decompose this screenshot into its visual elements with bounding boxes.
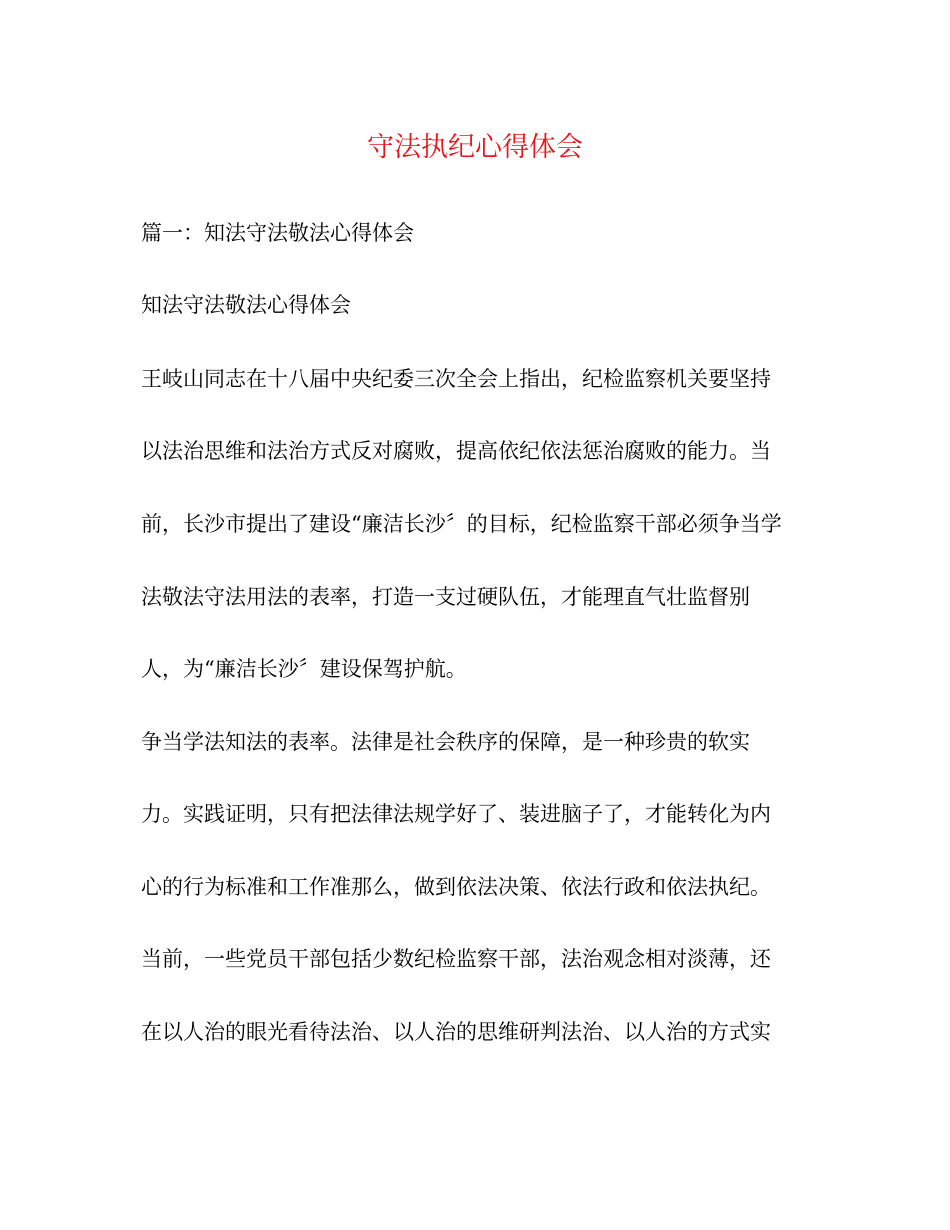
body-line: 法敬法守法用法的表率，打造一支过硬队伍，才能理直气壮监督别 [141, 585, 750, 609]
body-line: 人，为“廉洁长沙〞建设保驾护航。 [141, 657, 467, 681]
body-line: 在以人治的眼光看待法治、以人治的思维研判法治、以人治的方式实 [141, 1020, 771, 1044]
section-heading: 篇一：知法守法敬法心得体会 [141, 221, 414, 245]
body-line: 心的行为标准和工作准那么，做到依法决策、依法行政和依法执纪。 [141, 875, 771, 899]
body-line: 争当学法知法的表率。法律是社会秩序的保障，是一种珍贵的软实 [141, 730, 750, 754]
body-line: 王岐山同志在十八届中央纪委三次全会上指出，纪检监察机关要坚持 [141, 367, 771, 391]
body-line: 前，长沙市提出了建设“廉洁长沙〞的目标，纪检监察干部必须争当学 [141, 512, 782, 536]
document-title: 守法执纪心得体会 [367, 132, 583, 163]
subheading: 知法守法敬法心得体会 [141, 293, 351, 317]
body-line: 当前，一些党员干部包括少数纪检监察干部，法治观念相对淡薄，还 [141, 947, 771, 971]
body-line: 以法治思维和法治方式反对腐败，提高依纪依法惩治腐败的能力。当 [141, 439, 771, 463]
body-line: 力。实践证明，只有把法律法规学好了、装进脑子了，才能转化为内 [141, 802, 771, 826]
